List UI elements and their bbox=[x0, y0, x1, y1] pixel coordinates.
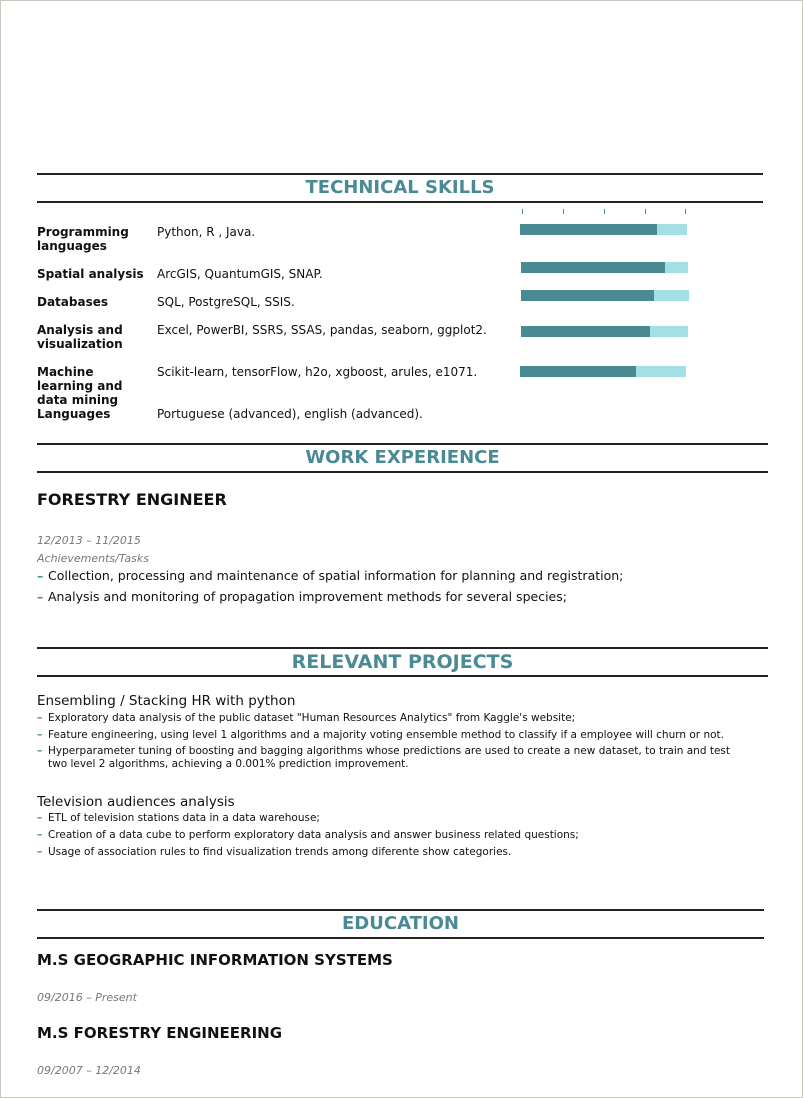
skill-value: Scikit-learn, tensorFlow, h2o, xgboost, arules, e1071. bbox=[157, 365, 478, 379]
skill-level-fill bbox=[520, 366, 636, 377]
skill-level-fill bbox=[521, 326, 650, 337]
degree-dates: 09/2007 – 12/2014 bbox=[37, 1064, 141, 1077]
bullet-text: Exploratory data analysis of the public dataset "Human Resources Analytics" from Kaggle's website; bbox=[48, 712, 576, 724]
bullet-dash-icon: – bbox=[37, 729, 43, 741]
job-subheading: Achievements/Tasks bbox=[37, 552, 149, 565]
skill-label: Databases bbox=[37, 295, 109, 309]
work-experience-heading: WORK EXPERIENCE bbox=[37, 443, 768, 473]
scale-tick bbox=[685, 209, 686, 214]
scale-tick bbox=[604, 209, 605, 214]
bullet-dash-icon: – bbox=[37, 812, 43, 824]
skill-label: Languages bbox=[37, 407, 111, 421]
skill-label: Spatial analysis bbox=[37, 267, 144, 281]
job-title: FORESTRY ENGINEER bbox=[37, 490, 227, 509]
skill-value: SQL, PostgreSQL, SSIS. bbox=[157, 295, 295, 309]
degree-title: M.S FORESTRY ENGINEERING bbox=[37, 1024, 283, 1042]
skill-level-bar bbox=[520, 366, 686, 377]
skill-level-bar bbox=[521, 326, 688, 337]
skill-level-bar bbox=[520, 224, 687, 235]
technical-skills-heading: TECHNICAL SKILLS bbox=[37, 173, 763, 203]
skill-value: ArcGIS, QuantumGIS, SNAP. bbox=[157, 267, 323, 281]
scale-tick bbox=[563, 209, 564, 214]
bullet-dash-icon: – bbox=[37, 829, 43, 841]
project-title: Television audiences analysis bbox=[37, 794, 235, 810]
skill-value: Excel, PowerBI, SSRS, SSAS, pandas, seaborn, ggplot2. bbox=[157, 323, 487, 337]
skill-level-fill bbox=[521, 262, 665, 273]
bullet-text: ETL of television stations data in a data warehouse; bbox=[48, 812, 320, 824]
project-title: Ensembling / Stacking HR with python bbox=[37, 693, 296, 709]
bullet-dash-icon: – bbox=[37, 712, 43, 724]
bullet-text: Hyperparameter tuning of boosting and bagging algorithms whose predictions are used to create a new dataset, to train and test two level 2 algorithms, achieving a 0.001% prediction improvement. bbox=[48, 745, 731, 770]
degree-title: M.S GEOGRAPHIC INFORMATION SYSTEMS bbox=[37, 951, 393, 969]
bullet-text: Usage of association rules to find visualization trends among diferente show categories. bbox=[48, 846, 512, 858]
bullet-dash-icon: – bbox=[37, 589, 44, 604]
relevant-projects-heading: RELEVANT PROJECTS bbox=[37, 647, 768, 677]
bullet-dash-icon: – bbox=[37, 568, 44, 583]
bullet-dash-icon: – bbox=[37, 745, 43, 757]
bullet-dash-icon: – bbox=[37, 846, 43, 858]
skill-level-bar bbox=[521, 262, 688, 273]
scale-tick bbox=[522, 209, 523, 214]
scale-tick bbox=[645, 209, 646, 214]
skill-level-fill bbox=[521, 290, 654, 301]
bullet-text: Collection, processing and maintenance of spatial information for planning and registration; bbox=[48, 568, 624, 583]
skill-value: Portuguese (advanced), english (advanced). bbox=[157, 407, 423, 421]
skill-level-bar bbox=[521, 290, 689, 301]
skill-label: Programming languages bbox=[37, 225, 129, 253]
job-dates: 12/2013 – 11/2015 bbox=[37, 534, 141, 547]
skill-label: Analysis and visualization bbox=[37, 323, 123, 351]
skill-value: Python, R , Java. bbox=[157, 225, 256, 239]
bullet-text: Creation of a data cube to perform exploratory data analysis and answer business related questions; bbox=[48, 829, 579, 841]
bullet-text: Analysis and monitoring of propagation improvement methods for several species; bbox=[48, 589, 567, 604]
skill-level-fill bbox=[520, 224, 657, 235]
education-heading: EDUCATION bbox=[37, 909, 764, 939]
degree-dates: 09/2016 – Present bbox=[37, 991, 137, 1004]
skill-label: Machine learning and data mining bbox=[37, 365, 123, 407]
bullet-text: Feature engineering, using level 1 algorithms and a majority voting ensemble method to classify if a employee will churn or not. bbox=[48, 729, 724, 741]
